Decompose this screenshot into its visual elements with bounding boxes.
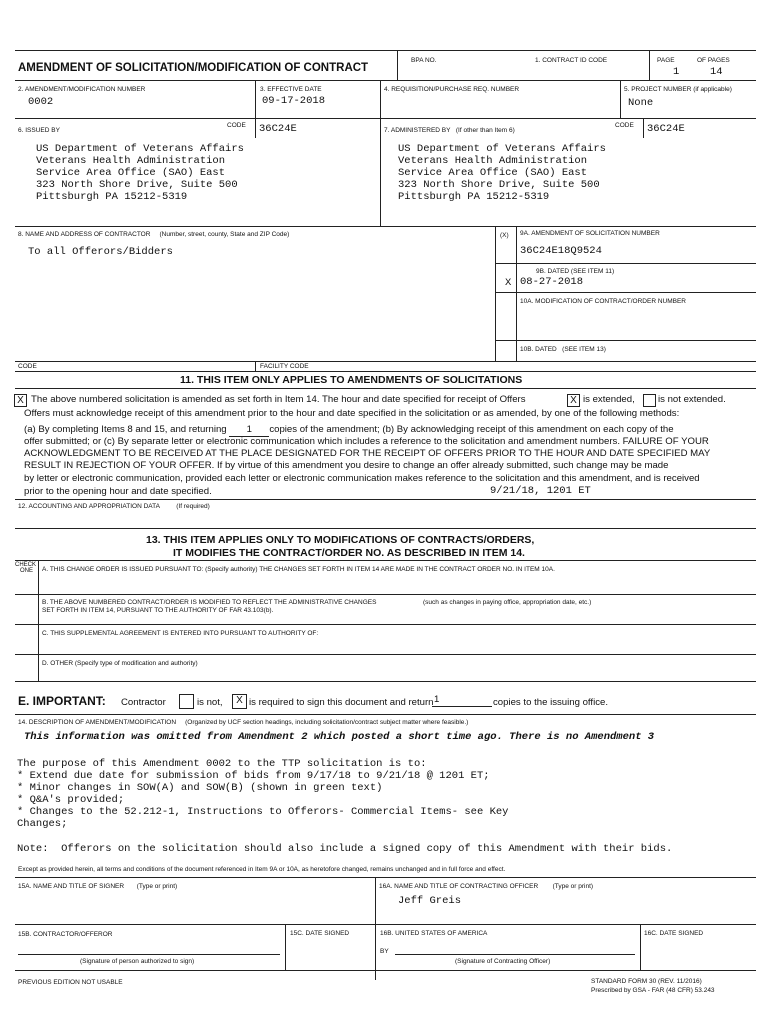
form-top-border [15, 50, 756, 51]
amendment-description: The purpose of this Amendment 0002 to the TTP solicitation is to: * Extend due date for submission of bids from 9/17/18 to 9/21/18 @ 1201 ET; * Minor changes in SOW(A) and SOW(B) (shown in green text) * Q&A's provided; * Changes to the 52.212-1, Instructions to Offerors- Commercial Items- see Key Changes; [17, 758, 509, 831]
new-due-date: 9/21/18, 1201 ET [490, 485, 591, 497]
item-11-line-1: The above numbered solicitation is amended as set forth in Item 14. The hour and date specified for receipt of Offers [31, 394, 526, 405]
item-11-line-5: ACKNOWLEDGMENT TO BE RECEIVED AT THE PLACE DESIGNATED FOR THE RECEIPT OF OFFERS PRIOR TO THE HOUR AND DATE SPECIFIED MAY [24, 448, 711, 459]
row-divider [15, 226, 756, 227]
amendment-note: Note: Offerors on the solicitation should also include a signed copy of this Amendment with their bids. [17, 843, 673, 855]
facility-code-label: FACILITY CODE [260, 363, 309, 370]
divider [620, 80, 621, 118]
item-9b-value: 08-27-2018 [520, 276, 584, 288]
officer-date-label: 16C. DATE SIGNED [644, 930, 704, 937]
row-divider [15, 371, 756, 372]
admin-code-label: CODE [615, 122, 634, 129]
administered-by-address: US Department of Veterans Affairs Veterans Health Administration Service Area Office (SAO) East 323 North Shore Drive, Suite 500 Pittsburgh PA 15212-5319 [398, 143, 606, 203]
divider [255, 118, 256, 138]
row-divider [15, 388, 756, 389]
row-divider [15, 499, 756, 500]
divider [640, 924, 641, 970]
item-9b-check: X [505, 277, 512, 289]
row-divider [15, 560, 756, 561]
copies-tail: copies to the issuing office. [493, 697, 609, 708]
officer-name-label: 16A. NAME AND TITLE OF CONTRACTING OFFICER (Type or print) [379, 883, 594, 890]
row-divider [15, 594, 756, 595]
page-label: PAGE [657, 57, 675, 64]
item-11-title: 11. THIS ITEM ONLY APPLIES TO AMENDMENTS OF SOLICITATIONS [180, 374, 523, 386]
item-9b-label: 9B. DATED (SEE ITEM 11) [536, 268, 615, 275]
item-10b-label: 10B. DATED (SEE ITEM 13) [520, 346, 606, 353]
row-divider [496, 340, 756, 341]
accounting-label: 12. ACCOUNTING AND APPROPRIATION DATA (If required) [18, 503, 210, 510]
signer-name-label: 15A. NAME AND TITLE OF SIGNER (Type or print) [18, 883, 178, 890]
row-divider [15, 714, 756, 715]
check-one-label-2: ONE [20, 568, 34, 574]
divider [649, 50, 650, 80]
item-11-checkbox[interactable]: X [14, 394, 27, 407]
signature-line [395, 954, 635, 955]
row-divider [15, 361, 756, 362]
item-9a-value: 36C24E18Q9524 [520, 245, 602, 257]
divider [285, 924, 286, 970]
effective-date-label: 3. EFFECTIVE DATE [260, 86, 322, 93]
omitted-note: This information was omitted from Amendment 2 which posted a short time ago. There is no Amendment 3 [24, 731, 655, 743]
item-11-line-4: offer submitted; or (c) By separate letter or electronic communication which includes a reference to the solicitation and amendment numbers. FAILURE OF YOUR [24, 436, 709, 447]
administered-by-label: 7. ADMINISTERED BY (If other than Item 6) [384, 127, 515, 134]
except-clause: Except as provided herein, all terms and conditions of the document referenced in Item 9A or 10A, as heretofore changed, remains unchanged and in full force and effect. [18, 866, 506, 873]
item-11-line-7: by letter or electronic communication, provided each letter or electronic communication makes reference to the solicitation and this amendment, and is received [24, 473, 700, 484]
item-9a-label: 9A. AMENDMENT OF SOLICITATION NUMBER [520, 230, 660, 237]
divider [397, 50, 398, 80]
item-13c-text: C. THIS SUPPLEMENTAL AGREEMENT IS ENTERED INTO PURSUANT TO AUTHORITY OF: [42, 630, 319, 637]
project-number-value: None [628, 97, 654, 109]
effective-date-value: 09-17-2018 [262, 95, 326, 107]
contractor-signature-caption: (Signature of person authorized to sign) [80, 958, 195, 965]
code-label: CODE [18, 363, 37, 370]
divider [643, 118, 644, 138]
item-13-title-2: IT MODIFIES THE CONTRACT/ORDER NO. AS DESCRIBED IN ITEM 14. [173, 547, 525, 559]
project-number-label: 5. PROJECT NUMBER (if applicable) [624, 86, 732, 93]
contractor-date-label: 15C. DATE SIGNED [290, 930, 350, 937]
item-13a-text: A. THIS CHANGE ORDER IS ISSUED PURSUANT TO: (Specify authority) THE CHANGES SET FORTH IN ITEM 14 ARE MADE IN THE CONTRACT ORDER NO. IN ITEM 10A. [42, 566, 555, 573]
item-11-line-8: prior to the opening hour and date specified. [24, 486, 212, 497]
row-divider [15, 118, 756, 119]
row-divider [15, 80, 756, 81]
not-extended-checkbox[interactable] [643, 394, 656, 407]
form-title: AMENDMENT OF SOLICITATION/MODIFICATION OF CONTRACT [18, 62, 369, 74]
row-divider [496, 292, 756, 293]
item-13-title-1: 13. THIS ITEM APPLIES ONLY TO MODIFICATIONS OF CONTRACTS/ORDERS, [146, 534, 535, 546]
divider [255, 361, 256, 371]
row-divider [15, 654, 756, 655]
item-13b-note: (such as changes in paying office, appropriation date, etc.) [423, 599, 592, 606]
contractor-label: Contractor [121, 697, 166, 708]
row-divider [15, 924, 756, 925]
description-label: 14. DESCRIPTION OF AMENDMENT/MODIFICATION (Organized by UCF section headings, including solicitation/contract subject matter where feasible.) [18, 719, 469, 726]
item-11-line-3: (a) By completing Items 8 and 15, and returning 1 copies of the amendment; (b) By acknowledging receipt of this amendment on each copy of the [24, 424, 674, 437]
page-value: 1 [673, 66, 680, 78]
divider [38, 560, 39, 681]
officer-name-value: Jeff Greis [398, 895, 462, 907]
issued-by-address: US Department of Veterans Affairs Veterans Health Administration Service Area Office (SAO) East 323 North Shore Drive, Suite 500 Pittsburgh PA 15212-5319 [36, 143, 244, 203]
item-10a-label: 10A. MODIFICATION OF CONTRACT/ORDER NUMBER [520, 298, 686, 305]
row-divider [15, 624, 756, 625]
x-column-label: (X) [500, 232, 509, 239]
row-divider [15, 528, 756, 529]
item-11-line-6: RESULT IN REJECTION OF YOUR OFFER. If by virtue of this amendment you desire to change an offer already submitted, such change may be made [24, 460, 669, 471]
item-13d-text: D. OTHER (Specify type of modification and authority) [42, 660, 198, 667]
contractor-name-value: To all Offerors/Bidders [28, 246, 173, 258]
is-required-checkbox[interactable]: X [232, 694, 247, 709]
contractor-name-label: 8. NAME AND ADDRESS OF CONTRACTOR (Number, street, county, State and ZIP Code) [18, 231, 290, 238]
is-not-label: is not, [197, 697, 223, 708]
united-states-label: 16B. UNITED STATES OF AMERICA [380, 930, 488, 937]
divider [255, 80, 256, 118]
item-11-line-2: Offers must acknowledge receipt of this amendment prior to the hour and date specified in the solicitation or as amended, by one of the following methods: [24, 408, 680, 419]
officer-signature-caption: (Signature of Contracting Officer) [455, 958, 551, 965]
of-pages-label: OF PAGES [697, 57, 730, 64]
copies-count: 1 [229, 424, 269, 437]
of-pages-value: 14 [710, 66, 723, 78]
return-copies: 1 [432, 694, 492, 707]
extended-label: is extended, [583, 394, 635, 405]
amendment-number-value: 0002 [28, 96, 54, 108]
prescribed-by-label: Prescribed by GSA - FAR (48 CFR) 53.243 [591, 987, 715, 994]
extended-checkbox[interactable]: X [567, 394, 580, 407]
not-extended-label: is not extended. [658, 394, 726, 405]
is-not-checkbox[interactable] [179, 694, 194, 709]
row-divider [15, 970, 756, 971]
item-13b-text-1: B. THE ABOVE NUMBERED CONTRACT/ORDER IS MODIFIED TO REFLECT THE ADMINISTRATIVE CHANGES [42, 599, 377, 606]
divider [375, 877, 376, 980]
important-label: E. IMPORTANT: [18, 694, 106, 708]
by-label: BY [380, 948, 389, 955]
issued-by-label: 6. ISSUED BY [18, 127, 60, 134]
standard-form-label: STANDARD FORM 30 (REV. 11/2016) [591, 978, 702, 985]
issued-code-label: CODE [227, 122, 246, 129]
contract-id-label: 1. CONTRACT ID CODE [535, 57, 608, 64]
requisition-label: 4. REQUISITION/PURCHASE REQ. NUMBER [384, 86, 520, 93]
row-divider [15, 681, 756, 682]
row-divider [496, 263, 756, 264]
divider [380, 80, 381, 118]
check-one-label: CHECK [15, 562, 37, 568]
contractor-offeror-label: 15B. CONTRACTOR/OFFEROR [18, 931, 113, 938]
row-divider [15, 877, 756, 878]
admin-code-value: 36C24E [647, 123, 685, 135]
divider [380, 118, 381, 226]
bpa-label: BPA NO. [411, 57, 437, 64]
signature-line [18, 954, 280, 955]
amendment-number-label: 2. AMENDMENT/MODIFICATION NUMBER [18, 86, 146, 93]
item-13b-text-2: SET FORTH IN ITEM 14, PURSUANT TO THE AUTHORITY OF FAR 43.103(b). [42, 607, 274, 614]
previous-edition-note: PREVIOUS EDITION NOT USABLE [18, 979, 123, 986]
is-required-label: is required to sign this document and return [249, 697, 434, 708]
issued-code-value: 36C24E [259, 123, 297, 135]
